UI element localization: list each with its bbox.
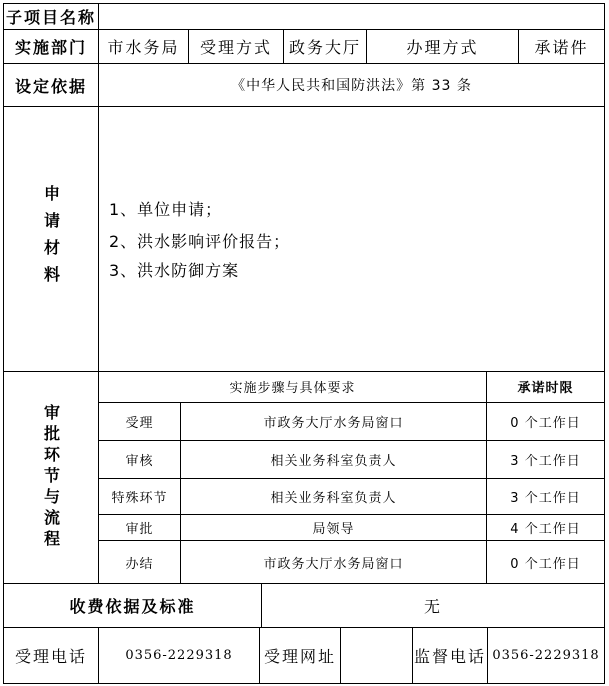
basis-label: 设定依据	[4, 64, 99, 106]
step-time: 0 个工作日	[510, 415, 581, 431]
step-requirement: 相关业务科室负责人	[181, 479, 487, 515]
row-process	[4, 372, 604, 584]
step-requirement: 相关业务科室负责人	[181, 441, 487, 478]
row-fee	[4, 584, 604, 628]
process-label-cell	[4, 372, 99, 583]
sub-project-value	[99, 4, 604, 29]
implementation-dept-value: 市水务局	[99, 30, 189, 63]
process-step-row	[99, 441, 604, 479]
accept-phone-label: 受理电话	[4, 628, 99, 683]
process-step-row	[99, 541, 604, 583]
approval-form-table	[3, 3, 605, 684]
accept-website-label: 受理网址	[260, 628, 341, 683]
step-requirement: 局领导	[181, 515, 487, 540]
step-requirement: 市政务大厅水务局窗口	[181, 541, 487, 583]
basis-value: 《中华人民共和国防洪法》第 33 条	[231, 78, 472, 94]
step-time: 4 个工作日	[510, 522, 581, 538]
accept-website-value	[341, 628, 413, 683]
row-sub-project	[4, 4, 604, 30]
step-name: 特殊环节	[99, 479, 181, 515]
implementation-dept-label: 实施部门	[4, 30, 99, 63]
process-header-row	[99, 372, 604, 403]
fee-label: 收费依据及标准	[4, 584, 262, 627]
row-contact	[4, 628, 604, 683]
handle-mode-label: 办理方式	[367, 30, 519, 63]
step-requirement: 市政务大厅水务局窗口	[181, 403, 487, 440]
step-name: 审批	[99, 515, 181, 540]
materials-label: 申请材料	[41, 185, 61, 293]
step-time: 0 个工作日	[510, 556, 581, 572]
row-implementation	[4, 30, 604, 64]
step-time: 3 个工作日	[510, 453, 581, 469]
process-label: 审批环节与流程	[41, 404, 61, 551]
process-step-row	[99, 403, 604, 441]
accept-mode-label: 受理方式	[189, 30, 284, 63]
step-time: 3 个工作日	[510, 490, 581, 506]
step-name: 受理	[99, 403, 181, 440]
row-basis	[4, 64, 604, 107]
fee-value: 无	[423, 597, 442, 616]
supervise-phone-value: 0356-2229318	[492, 648, 600, 663]
handle-mode-value: 承诺件	[534, 38, 589, 57]
steps-header: 实施步骤与具体要求	[99, 372, 487, 402]
row-materials	[4, 107, 604, 372]
materials-list	[99, 107, 604, 371]
materials-label-cell	[4, 107, 99, 371]
process-steps-table	[99, 372, 604, 583]
time-header: 承诺时限	[517, 381, 574, 397]
accept-mode-value: 政务大厅	[284, 30, 367, 63]
accept-phone-value: 0356-2229318	[99, 628, 260, 683]
materials-item: 2、洪水影响评价报告；	[109, 232, 291, 251]
step-name: 审核	[99, 441, 181, 478]
materials-item: 1、单位申请；	[109, 200, 223, 219]
supervise-phone-label: 监督电话	[413, 628, 488, 683]
process-step-row	[99, 515, 604, 541]
sub-project-label: 子项目名称	[4, 4, 99, 29]
step-name: 办结	[99, 541, 181, 583]
process-step-row	[99, 479, 604, 516]
materials-item: 3、洪水防御方案	[109, 261, 240, 280]
